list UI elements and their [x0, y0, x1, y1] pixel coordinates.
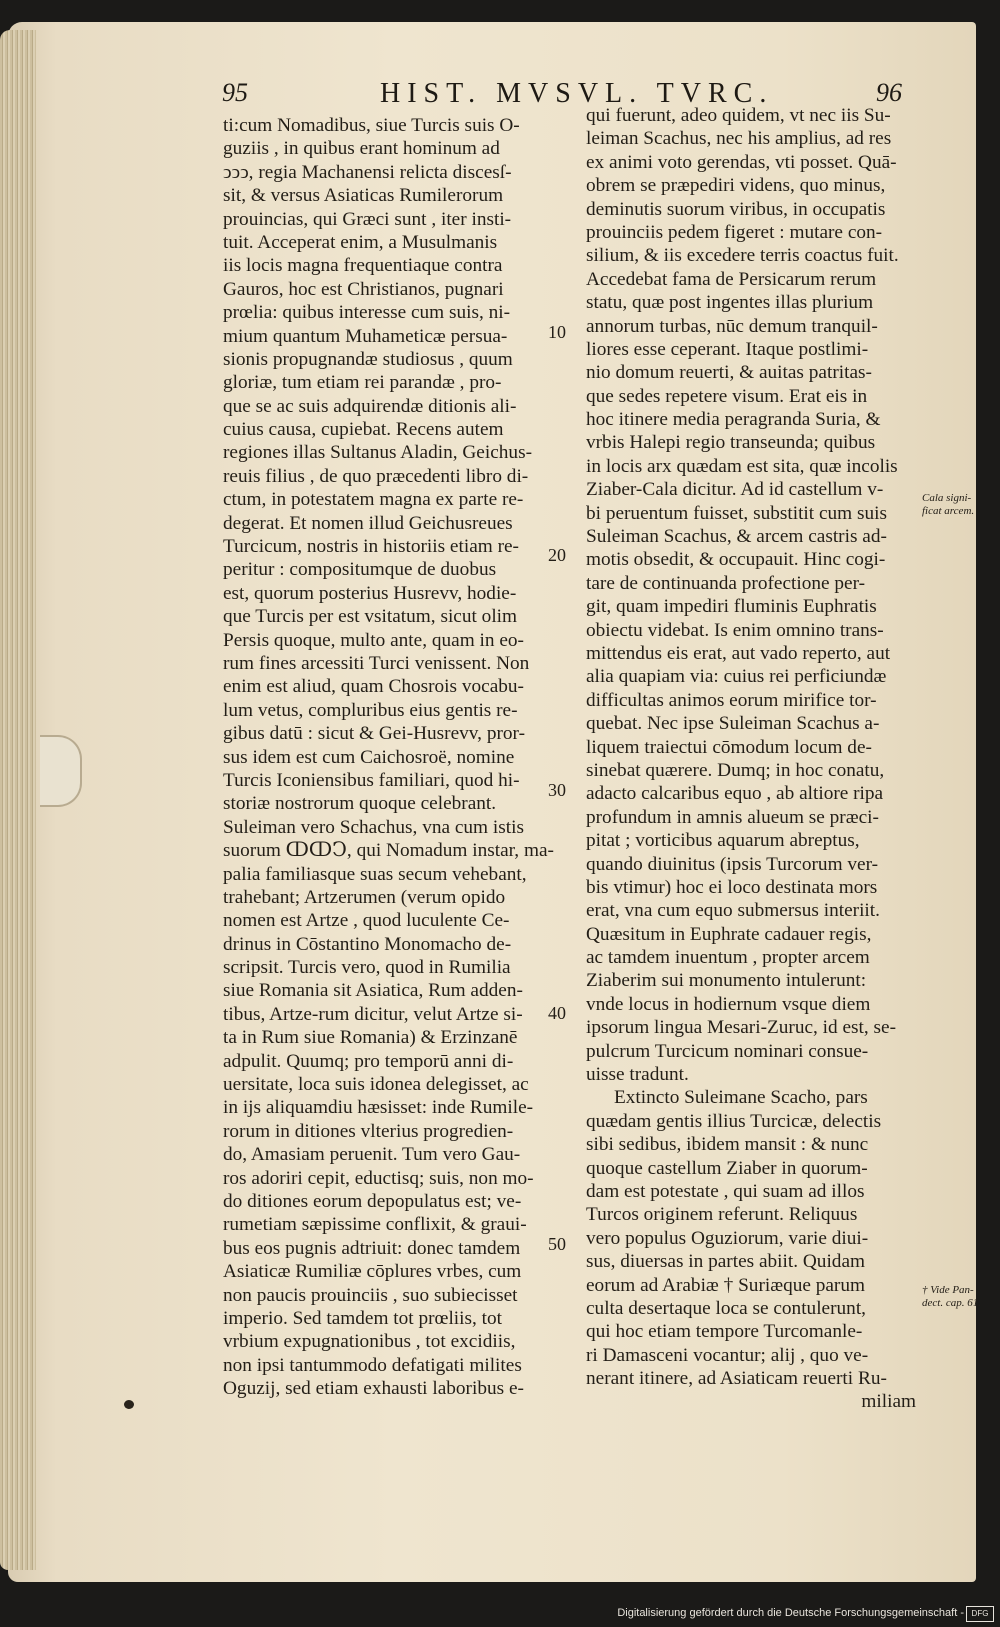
text-line: qui fuerunt, adeo quidem, vt nec iis Su-: [586, 105, 891, 126]
margin-note-cala: [922, 492, 974, 518]
text-line: Turcos originem referunt. Reliquus: [586, 1204, 858, 1226]
text-line: scripsit. Turcis vero, quod in Rumilia: [223, 957, 511, 979]
text-line: quoque castellum Ziaber in quorum-: [586, 1157, 868, 1179]
text-line: rum fines arcessiti Turci venissent. Non: [223, 652, 530, 674]
text-line: annorum turbas, nūc demum tranquil-: [586, 315, 878, 337]
footer-credit: Digitalisierung gefördert durch die Deutsche Forschungsgemeinschaft -: [617, 1607, 964, 1619]
text-line: guziis , in quibus erant hominum ad: [223, 138, 500, 160]
text-line: liores esse ceperant. Itaque postlimi-: [586, 338, 869, 360]
text-line: bis vtimur) hoc ei loco destinata mors: [586, 876, 878, 898]
text-line: siue Romania sit Asiatica, Rum adden-: [223, 980, 523, 1002]
text-line: in locis arx quædam est sita, quæ incolis: [586, 455, 898, 477]
text-line: sinebat quærere. Dumq; in hoc conatu,: [586, 759, 885, 781]
text-line: deminutis suorum viribus, in occupatis: [586, 198, 886, 220]
text-line: quebat. Nec ipse Suleiman Scachus a-: [586, 713, 880, 735]
page-stack-edge: [0, 30, 36, 1570]
text-line: sibi sedibus, ibidem mansit : & nunc: [586, 1134, 869, 1156]
text-line: sionis propugnandæ studiosus , quum: [223, 348, 513, 370]
text-line: uersitate, loca suis idonea delegisset, ac: [223, 1074, 529, 1096]
text-line: enim est aliud, quam Chosrois vocabu-: [223, 676, 524, 698]
text-line: ex animi voto gerendas, vti posset. Quā-: [586, 151, 897, 173]
text-line: statu, quæ post ingentes illas plurium: [586, 292, 874, 314]
text-line: non paucis prouinciis , suo subiecisset: [223, 1284, 518, 1306]
text-line: Quæsitum in Euphrate cadauer regis,: [586, 923, 872, 945]
line-number-50: 50: [548, 1234, 566, 1254]
text-line: do, Amasiam peruenit. Tum vero Gau-: [223, 1144, 521, 1166]
text-line: in ijs aliquamdiu hæsisset: inde Rumile-: [223, 1097, 534, 1119]
text-line: Ziaber-Cala dicitur. Ad id castellum v-: [586, 479, 884, 501]
text-line: mium quantum Muhameticæ persua-: [223, 325, 508, 347]
text-line: culta desertaque loca se contulerunt,: [586, 1297, 866, 1319]
margin-note-line: Cala signi-: [922, 492, 972, 504]
text-line: ros adoriri cepit, eductisq; suis, non mo-: [223, 1167, 534, 1189]
text-line: ti:cum Nomadibus, siue Turcis suis O-: [223, 115, 520, 136]
text-line: sus, diuersas in partes abiit. Quidam: [586, 1251, 865, 1273]
text-line: git, quam impediri fluminis Euphratis: [586, 596, 877, 618]
text-line: obiectu videbat. Is enim omnino trans-: [586, 619, 884, 641]
text-line: suorum ↀↀↃ, qui Nomadum instar, ma-: [223, 840, 554, 862]
text-line: regiones illas Sultanus Aladin, Geichus-: [223, 442, 532, 464]
text-line: qui hoc etiam tempore Turcomanle-: [586, 1321, 863, 1343]
text-line: silium, & iis excedere terris coactus fuit.: [586, 245, 899, 267]
text-line: que se ac suis adquirendæ ditionis ali-: [223, 395, 517, 417]
text-line: imperio. Sed tamdem tot prœliis, tot: [223, 1307, 503, 1329]
text-line: nomen est Artze , quod luculente Ce-: [223, 910, 510, 932]
text-line: cuius causa, cupiebat. Recens autem: [223, 419, 504, 441]
text-line: Turcicum, nostris in historiis etiam re-: [223, 536, 519, 558]
text-line: drinus in Cōstantino Monomacho de-: [223, 933, 512, 955]
text-line: ipsorum lingua Mesari-Zuruc, id est, se-: [586, 1017, 897, 1039]
text-line: Gauros, hoc est Christianos, pugnari: [223, 278, 504, 300]
text-line: trahebant; Artzerumen (verum opido: [223, 886, 506, 908]
line-number-10: 10: [548, 322, 566, 342]
text-line: peritur : compositumque de duobus: [223, 559, 497, 581]
text-line: difficultas animos eorum mirifice tor-: [586, 689, 877, 711]
text-line: Persis quoque, multo ante, quam in eo-: [223, 629, 524, 651]
footer-bar: [0, 1603, 1000, 1627]
text-line: leiman Scachus, nec his amplius, ad res: [586, 128, 892, 150]
text-line: miliam: [861, 1391, 916, 1413]
text-line: prouinciis pedem figeret : mutare con-: [586, 221, 883, 243]
text-line: non ipsi tantummodo defatigati milites: [223, 1354, 522, 1376]
right-text-column: [586, 104, 916, 1414]
text-line: palia familiasque suas secum vehebant,: [223, 863, 527, 885]
text-line: quando diuinitus (ipsis Turcorum ver-: [586, 853, 879, 875]
text-line: ac tamdem inuentum , propter arcem: [586, 947, 870, 969]
text-line: storiæ nostrorum quoque celebrant.: [223, 793, 497, 815]
text-line: vrbium expugnationibus , tot excidiis,: [223, 1331, 516, 1353]
text-line: Oguzij, sed etiam exhausti laboribus e-: [223, 1378, 524, 1400]
text-line: bi peruentum fuisset, substitit cum suis: [586, 502, 887, 524]
text-line: Suleiman Scachus, & arcem castris ad-: [586, 526, 887, 548]
running-title: HIST. MVSVL. TVRC.: [380, 78, 774, 109]
text-line: erat, vna cum equo submersus interiit.: [586, 900, 880, 922]
text-line: lum vetus, compluribus eius gentis re-: [223, 699, 518, 721]
text-line: Accedebat fama de Persicarum rerum: [586, 268, 877, 290]
dfg-logo: DFG: [966, 1606, 994, 1622]
text-line: Extincto Suleimane Scacho, pars: [614, 1087, 868, 1109]
text-line: vnde locus in hodiernum vsque diem: [586, 993, 871, 1015]
text-line: reuis filius , de quo præcedenti libro di-: [223, 465, 529, 487]
text-line: que Turcis per est vsitatum, sicut olim: [223, 606, 518, 628]
text-line: ↄↄↄ, regia Machanensi relicta discesſ-: [223, 161, 512, 183]
text-line: uisse tradunt.: [586, 1064, 689, 1086]
text-line: ri Damasceni vocantur; alij , quo ve-: [586, 1344, 869, 1366]
text-line: gibus datū : sicut & Gei-Husrevv, pror-: [223, 723, 525, 745]
margin-note-line: ficat arcem.: [922, 505, 975, 517]
text-line: obrem se præpediri videns, quo minus,: [586, 175, 886, 197]
page-number-left: 95: [222, 78, 248, 107]
ink-spot: [124, 1400, 134, 1409]
margin-note-vide: [922, 1284, 981, 1310]
line-number-20: 20: [548, 545, 566, 565]
text-line: do ditiones eorum depopulatus est; ve-: [223, 1190, 522, 1212]
text-line: sit, & versus Asiaticas Rumilerorum: [223, 185, 504, 207]
text-line: vrbis Halepi regio transeunda; quibus: [586, 432, 876, 454]
text-line: tibus, Artze-rum dicitur, velut Artze si-: [223, 1003, 523, 1025]
text-line: rorum in ditiones vlterius progredien-: [223, 1120, 514, 1142]
line-number-30: 30: [548, 780, 566, 800]
text-line: gloriæ, tum etiam rei parandæ , pro-: [223, 372, 502, 394]
text-line: mittendus eis erat, aut vado reperto, aut: [586, 642, 891, 664]
text-line: dam est potestate , qui suam ad illos: [586, 1180, 865, 1202]
margin-note-line: † Vide Pan-: [922, 1284, 974, 1296]
text-line: Suleiman vero Schachus, vna cum istis: [223, 816, 524, 838]
line-number-40: 40: [548, 1003, 566, 1023]
text-line: nio domum reuerti, & auitas patritas-: [586, 362, 872, 384]
text-line: liquem traiectui cōmodum locum de-: [586, 736, 872, 758]
text-line: sus idem est cum Caichosroë, nomine: [223, 746, 515, 768]
text-line: ctum, in potestatem magna ex parte re-: [223, 489, 524, 511]
text-line: bus eos pugnis adtriuit: donec tamdem: [223, 1237, 521, 1259]
left-text-column: [223, 114, 563, 1400]
bookmark-tab: [40, 735, 82, 807]
text-line: vero populus Oguziorum, varie diui-: [586, 1227, 869, 1249]
text-line: Turcis Iconiensibus familiari, quod hi-: [223, 769, 520, 791]
text-line: Ziaberim sui monumento intulerunt:: [586, 970, 867, 992]
text-line: tare de continuanda profectione per-: [586, 572, 866, 594]
text-line: Asiaticæ Rumiliæ cōplures vrbes, cum: [223, 1261, 522, 1283]
text-line: pulcrum Turcicum nominari consue-: [586, 1040, 869, 1062]
text-line: motis obsedit, & occupauit. Hinc cogi-: [586, 549, 886, 571]
text-line: pitat ; vorticibus aquarum abreptus,: [586, 830, 860, 852]
text-line: prœlia: quibus interesse cum suis, ni-: [223, 302, 511, 324]
text-line: quædam gentis illius Turcicæ, delectis: [586, 1110, 882, 1132]
text-line: rumetiam sæpissime conflixit, & graui-: [223, 1214, 527, 1236]
text-line: adpulit. Quumq; pro temporū anni di-: [223, 1050, 514, 1072]
text-line: que sedes repetere visum. Erat eis in: [586, 385, 868, 407]
text-line: eorum ad Arabiæ † Suriæque parum: [586, 1274, 865, 1296]
text-line: nerant itinere, ad Asiaticam reuerti Ru-: [586, 1368, 887, 1390]
text-line: tuit. Acceperat enim, a Musulmanis: [223, 231, 498, 253]
text-line: hoc itinere media peragranda Suria, &: [586, 409, 881, 431]
text-line: degerat. Et nomen illud Geichusreues: [223, 512, 513, 534]
page-number-right: 96: [876, 78, 902, 107]
margin-note-line: dect. cap. 61.: [922, 1297, 981, 1309]
text-line: profundum in amnis alueum se præci-: [586, 806, 879, 828]
text-line: alia quapiam via: cuius rei perficiundæ: [586, 666, 887, 688]
text-line: adacto calcaribus equo , ab altiore ripa: [586, 783, 884, 805]
text-line: est, quorum posterius Husrevv, hodie-: [223, 582, 517, 604]
text-line: ta in Rum siue Romania) & Erzinzanē: [223, 1027, 518, 1049]
text-line: prouincias, qui Græci sunt , iter insti-: [223, 208, 512, 230]
text-line: iis locis magna frequentiaque contra: [223, 255, 503, 277]
